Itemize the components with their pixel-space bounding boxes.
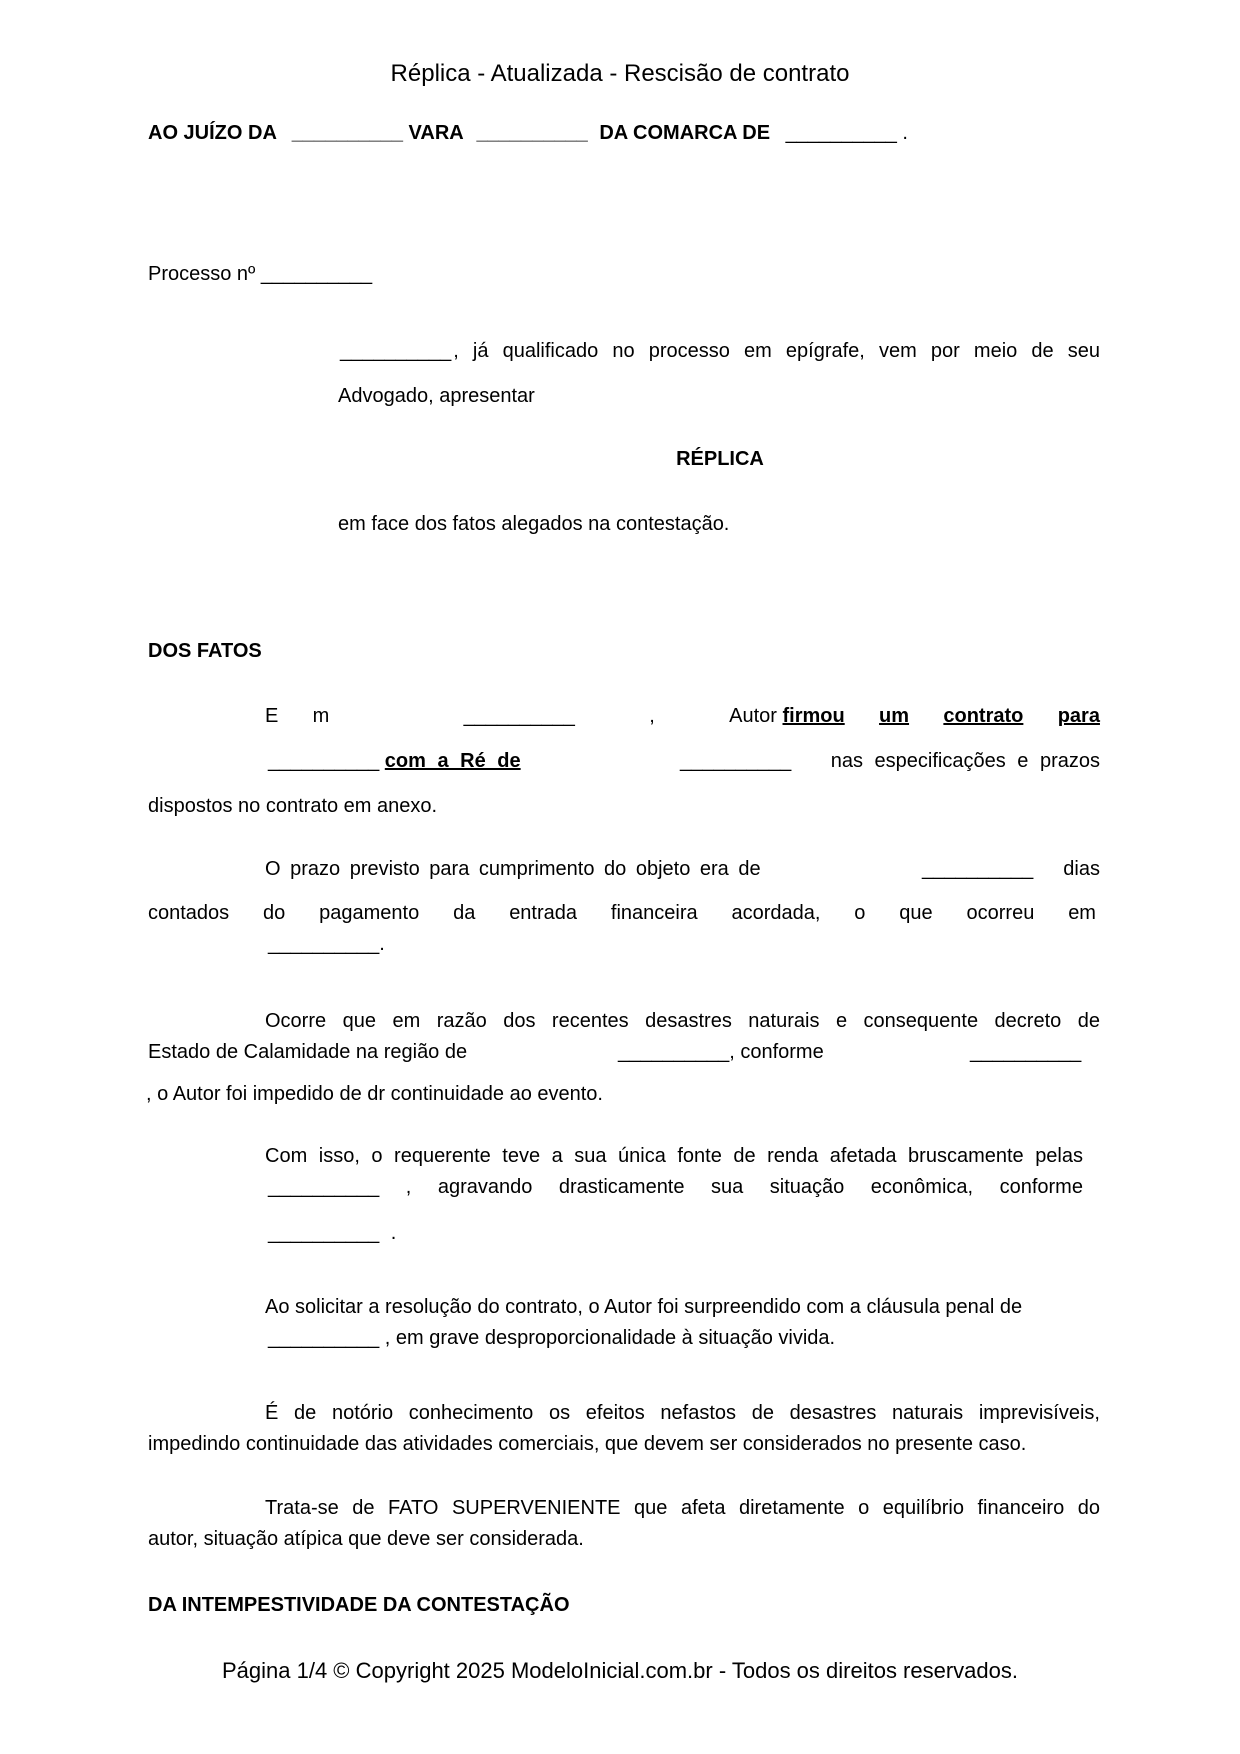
blank-field: __________: [260, 263, 373, 285]
blank-field: __________: [785, 122, 897, 144]
address-vara: VARA: [408, 122, 463, 144]
fatos-p6-line-2: impedindo continuidade das atividades comerciais, que devem ser considerados no presente caso.: [148, 1433, 1027, 1455]
fatos-p4-line-3: [268, 1222, 396, 1245]
section-heading-fatos: DOS FATOS: [148, 640, 262, 662]
underlined-text: contrato: [943, 705, 1024, 727]
fatos-p2-line-3: [268, 933, 385, 956]
address-prefix: AO JUÍZO DA: [148, 122, 277, 144]
fatos-p3-line-2a: Estado de Calamidade na região de: [148, 1041, 468, 1063]
intro-line-2: Advogado, apresentar: [338, 385, 535, 407]
text: Ocorre que em razão dos recentes desastres naturais e consequente decreto de: [265, 1010, 1100, 1032]
word: conforme: [999, 1176, 1083, 1198]
blank-field: __________: [618, 1041, 730, 1063]
fatos-p1-line-2a: [268, 750, 521, 773]
address-end: .: [902, 122, 908, 144]
intro-line-1: [340, 340, 1100, 363]
fatos-p1-line-2b: [680, 750, 1100, 773]
word: ,: [405, 1176, 412, 1198]
blank-field: __________: [922, 858, 1034, 880]
text: .: [390, 1222, 397, 1244]
text: ,: [649, 705, 655, 727]
fatos-p7-line-2: autor, situação atípica que deve ser considerada.: [148, 1528, 584, 1550]
fatos-p3-line-1: [265, 1010, 1100, 1033]
word: agravando: [437, 1176, 533, 1198]
fatos-p4-line-2: [268, 1176, 1083, 1199]
text: É de notório conhecimento os efeitos nefastos de desastres naturais imprevisíveis,: [265, 1402, 1100, 1424]
section-heading-intempestividade: DA INTEMPESTIVIDADE DA CONTESTAÇÃO: [148, 1594, 570, 1616]
text: Trata-se de FATO SUPERVENIENTE que afeta diretamente o equilíbrio financeiro do: [265, 1497, 1100, 1519]
word: pagamento: [319, 902, 420, 924]
text: , conforme: [729, 1041, 824, 1063]
page-footer: Página 1/4 © Copyright 2025 ModeloInicial.com.br - Todos os direitos reservados.: [222, 1658, 1018, 1683]
text: E: [265, 705, 279, 727]
fatos-p3-line-3: , o Autor foi impedido de dr continuidade ao evento.: [146, 1083, 603, 1105]
word: em: [1068, 902, 1096, 924]
text: , em grave desproporcionalidade à situação vivida.: [384, 1327, 836, 1349]
underlined-text: para: [1057, 705, 1100, 727]
fatos-p2-line-1b: [922, 858, 1100, 881]
fatos-p1-line-1: [265, 705, 1100, 728]
underlined-text: um: [879, 705, 910, 727]
processo-label: Processo nº: [148, 263, 256, 285]
blank-field: __________: [268, 933, 380, 955]
text: Autor: [729, 705, 777, 727]
word: contados: [148, 902, 230, 924]
replica-heading: RÉPLICA: [676, 448, 764, 470]
text: .: [379, 933, 385, 955]
text: m: [312, 705, 330, 727]
blank-field: __________: [268, 1222, 380, 1244]
blank-field: __________: [268, 1327, 380, 1349]
blank-field: __________: [291, 122, 403, 144]
blank-field: __________: [463, 705, 575, 727]
fatos-p2-line-2: [148, 902, 1096, 925]
blank-field: __________: [680, 750, 792, 772]
word: econômica,: [870, 1176, 974, 1198]
court-address: [148, 122, 908, 145]
document-title: Réplica - Atualizada - Rescisão de contrato: [390, 60, 850, 87]
fatos-p2-line-1: O prazo previsto para cumprimento do objeto era de: [265, 858, 761, 880]
fatos-p7-line-1: [265, 1497, 1100, 1520]
text: nas especificações e prazos: [830, 750, 1100, 772]
fatos-p4-line-1: [265, 1145, 1083, 1168]
blank-field: __________: [970, 1041, 1082, 1063]
address-comarca: DA COMARCA DE: [599, 122, 771, 144]
text: Com isso, o requerente teve a sua única fonte de renda afetada bruscamente pelas: [265, 1145, 1083, 1167]
underlined-text: com a Ré de: [384, 750, 521, 772]
fatos-p5-line-1: Ao solicitar a resolução do contrato, o Autor foi surpreendido com a cláusula penal de: [265, 1296, 1023, 1318]
blank-field: __________: [340, 340, 452, 362]
processo-line: [148, 263, 372, 286]
intro-text: , já qualificado no processo em epígrafe, vem por meio de seu: [453, 340, 1100, 362]
word: situação: [769, 1176, 845, 1198]
word: da: [453, 902, 476, 924]
fatos-p3-line-2b: [618, 1041, 824, 1064]
word: ocorreu: [966, 902, 1035, 924]
word: o: [854, 902, 866, 924]
word: acordada,: [731, 902, 821, 924]
word: drasticamente: [558, 1176, 685, 1198]
fatos-p5-line-2: [268, 1327, 835, 1350]
word: do: [263, 902, 286, 924]
fatos-p1-line-3: dispostos no contrato em anexo.: [148, 795, 438, 817]
fatos-p6-line-1: [265, 1402, 1100, 1425]
word: entrada: [509, 902, 578, 924]
word: que: [899, 902, 933, 924]
word: financeira: [610, 902, 698, 924]
blank-field: __________: [268, 1176, 380, 1198]
blank-field: __________: [476, 122, 588, 144]
text: dias: [1063, 858, 1100, 880]
blank-field: __________: [268, 750, 380, 772]
underlined-text: firmou: [782, 705, 845, 727]
word: sua: [711, 1176, 744, 1198]
intro-line-3: em face dos fatos alegados na contestação.: [338, 513, 730, 535]
